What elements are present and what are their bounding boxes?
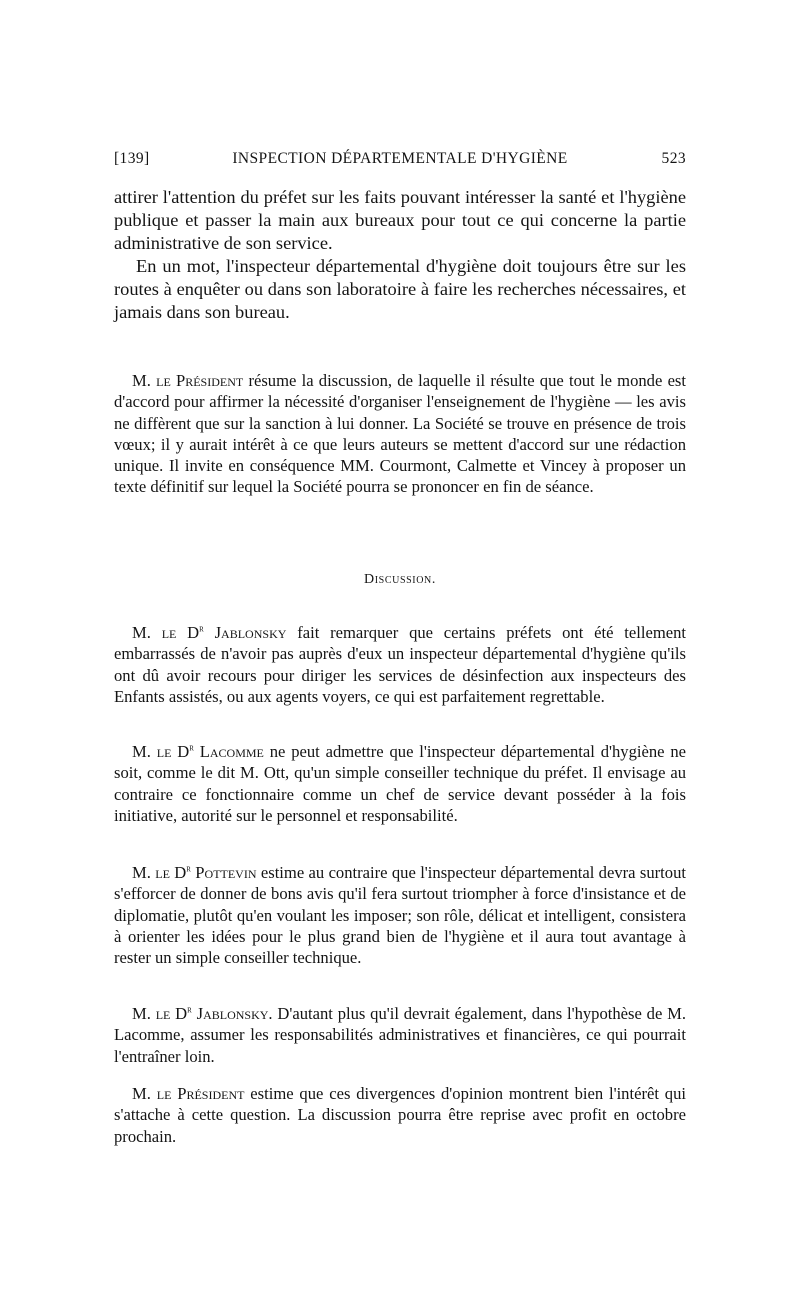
section-heading: Discussion. (364, 572, 436, 587)
page-reference: [139] (114, 150, 150, 167)
discussion-paragraph (114, 1003, 686, 1067)
president-closing (114, 1083, 686, 1147)
paragraph-text: fait remarquer que certains préfets ont été tellement embarrassés de n'avoir pas auprès d'eux un inspecteur départemental d'hygiène qu'ils ont dû avoir recours pour diriger les services de désinfection aux inspecteurs des Enfants assistés, ou aux agents voyers, ce qui est parfaitement regrettable. (114, 623, 687, 706)
discussion-paragraph (114, 622, 686, 707)
intro-paragraph-2: En un mot, l'inspecteur départemental d'hygiène doit toujours être sur les routes à enquêter ou dans son laboratoire à faire les recherches nécessaires, et jamais dans son bureau. (114, 256, 686, 322)
paragraph-text: estime au contraire que l'inspecteur départemental devra surtout s'efforcer de donner de bons avis qu'il fera surtout triompher à force d'insistance et de diplomatie, plutôt qu'en voulant les imposer; son rôle, délicat et intelligent, consistera à orienter les idées pour le plus grand bien de l'hygiène et il aura tout avantage à rester un simple conseiller technique. (114, 863, 686, 968)
president-summary (114, 370, 686, 498)
speaker-name: M. le $D^r$ Lacomme (132, 742, 264, 761)
speaker-name: M. le Président (132, 1084, 245, 1103)
running-header (114, 146, 686, 170)
intro-paragraph-1: attirer l'attention du préfet sur les faits pouvant intéresser la santé et l'hygiène publique et passer la main aux bureaux pour tout ce qui concerne la partie administrative de son service. (114, 187, 686, 253)
speaker-name: M. le $D^r$ Jablonsky. (132, 1004, 273, 1023)
speaker-name: M. le Président (132, 371, 244, 390)
paragraph-text: ne peut admettre que l'inspecteur départemental d'hygiène ne soit, comme le dit M. Ott, qu'un simple conseiller technique du préfet. Il envisage au contraire ce fonctionnaire comme un chef de service devant posséder à la fois initiative, autorité sur le personnel et responsabilité. (114, 742, 687, 825)
discussion-paragraph (114, 862, 686, 968)
paragraph-text: résume la discussion, de laquelle il résulte que tout le monde est d'accord pour affirmer la nécessité d'organiser l'enseignement de l'hygiène — les avis ne diffèrent que sur la sanction à lui donner. La Société se trouve en présence de trois vœux; il y aurait intérêt à ce que leurs auteurs se mettent d'accord sur une rédaction unique. Il invite en conséquence MM. Courmont, Calmette et Vincey à proposer un texte définitif sur lequel la Société pourra se prononcer en fin de séance. (114, 371, 686, 497)
paragraph-text: D'autant plus qu'il devrait également, dans l'hypothèse de M. Lacomme, assumer les responsabilités administratives et financières, ce qui pourrait l'entraîner loin. (114, 1004, 687, 1066)
discussion-paragraph (114, 741, 686, 826)
speaker-name: M. le $D^r$ Pottevin (132, 863, 257, 882)
running-title: INSPECTION DÉPARTEMENTALE D'HYGIÈNE (232, 150, 568, 167)
paragraph-text: estime que ces divergences d'opinion montrent bien l'intérêt qui s'attache à cette question. La discussion pourra être reprise avec profit en octobre prochain. (114, 1084, 686, 1146)
page-number: 523 (661, 150, 686, 167)
intro-text (114, 186, 686, 324)
speaker-name: M. le $D^r$ Jablonsky (132, 623, 287, 642)
